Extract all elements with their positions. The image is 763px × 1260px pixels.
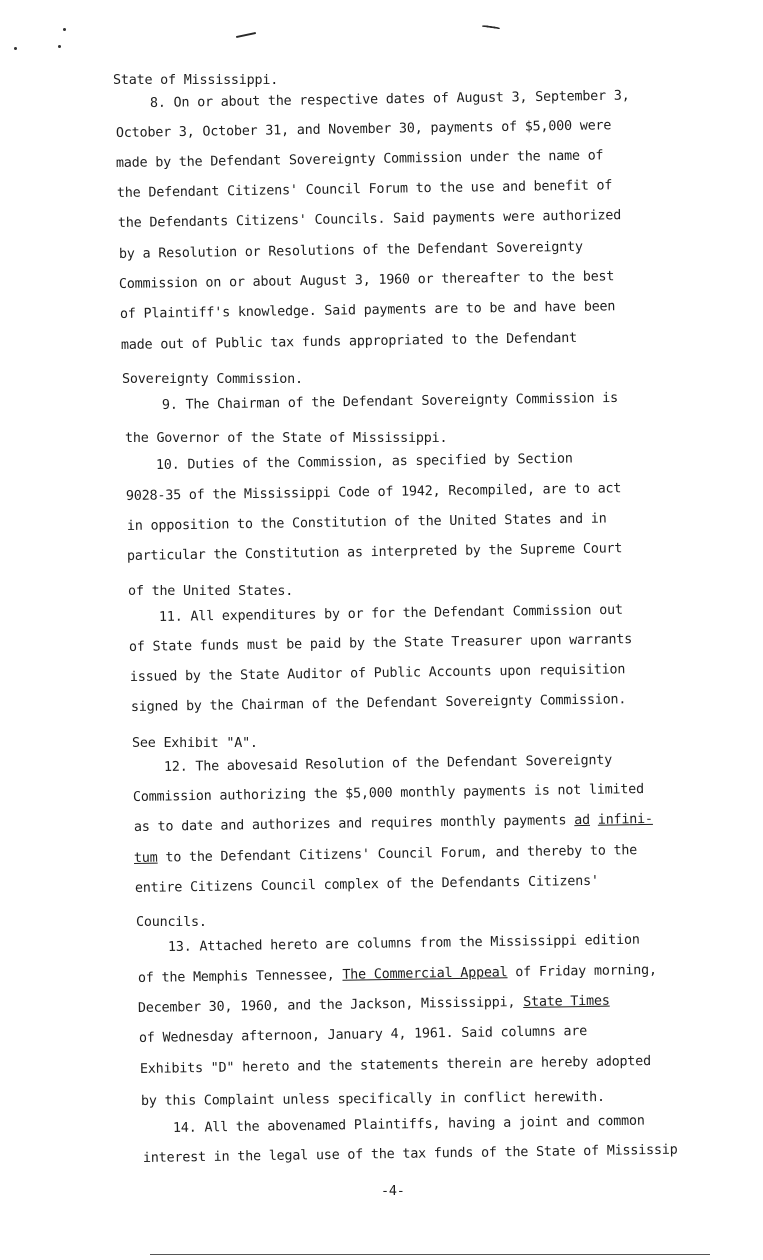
text-line: State of Mississippi. (113, 73, 279, 88)
scan-speck (63, 28, 66, 31)
text-line: by a Resolution or Resolutions of the Defendant Sovereignty (118, 239, 583, 262)
binder-mark-left (236, 32, 256, 38)
scan-speck (58, 45, 61, 48)
text-line: of Plaintiff's knowledge. Said payments are to be and have been (119, 299, 616, 322)
text-line: of the United States. (128, 584, 294, 599)
text-line: made out of Public tax funds appropriated to the Defendant (120, 330, 578, 353)
text-line: 10. Duties of the Commission, as specified by Section (155, 451, 573, 473)
text-line: of Wednesday afternoon, January 4, 1961. Said columns are (138, 1023, 588, 1046)
newspaper-title: The Commercial Appeal (342, 965, 508, 983)
text-line: Exhibits "D" hereto and the statements therein are hereby adopted (139, 1053, 652, 1077)
text-line: of State funds must be paid by the State Treasurer upon warrants (128, 632, 633, 655)
text-line-with-underline (138, 963, 657, 987)
text-line: 11. All expenditures by or for the Defendant Commission out (158, 602, 623, 625)
scan-speck (14, 47, 17, 50)
text-line: made by the Defendant Sovereignty Commission under the name of (115, 148, 604, 171)
text-line: Commission on or about August 3, 1960 or thereafter to the best (118, 269, 615, 292)
text-line: the Governor of the State of Mississippi. (125, 431, 448, 446)
text-segment: as to date and authorizes and requires monthly payments (133, 813, 575, 835)
page-number: -4- (381, 1184, 405, 1199)
text-line: 14. All the abovenamed Plaintiffs, having a joint and common (172, 1113, 645, 1136)
text-line-with-underline (134, 812, 653, 836)
underlined-phrase: tum (133, 850, 158, 866)
text-line: by this Complaint unless specifically in conflict herewith. (140, 1089, 605, 1109)
text-line: issued by the State Auditor of Public Accounts upon requisition (129, 662, 626, 685)
text-segment: December 30, 1960, and the Jackson, Mississippi, (137, 994, 524, 1016)
text-line: the Defendant Citizens' Council Forum to the use and benefit of (116, 178, 613, 201)
text-segment (590, 813, 598, 828)
text-line: See Exhibit "A". (132, 736, 258, 751)
text-line: Sovereignty Commission. (122, 372, 303, 387)
text-line: signed by the Chairman of the Defendant Sovereignty Commission. (130, 692, 627, 715)
text-line: 9028-35 of the Mississippi Code of 1942, Recompiled, are to act (125, 481, 622, 504)
text-line: Councils. (136, 915, 207, 930)
bottom-edge-line (150, 1254, 710, 1255)
text-line: 13. Attached hereto are columns from the Mississippi edition (167, 932, 640, 955)
text-line: 8. On or about the respective dates of August 3, September 3, (149, 88, 630, 111)
text-line-with-underline (134, 843, 637, 867)
text-segment: to the Defendant Citizens' Council Forum, and thereby to the (157, 843, 638, 866)
text-line: 9. The Chairman of the Defendant Sovereignty Commission is (161, 390, 619, 413)
text-line: entire Citizens Council complex of the Defendants Citizens' (134, 873, 599, 896)
text-line: 12. The abovesaid Resolution of the Defendant Sovereignty (163, 752, 613, 775)
text-segment: of the Memphis Tennessee, (137, 967, 343, 986)
text-line: the Defendants Citizens' Councils. Said payments were authorized (117, 208, 622, 231)
underlined-phrase: infini- (597, 811, 653, 828)
binder-mark-right (482, 25, 500, 29)
text-line: Commission authorizing the $5,000 monthly payments is not limited (132, 781, 645, 805)
text-line-with-underline (138, 994, 610, 1017)
text-line: particular the Constitution as interpreted by the Supreme Court (126, 541, 623, 564)
text-line: interest in the legal use of the tax funds of the State of Mississip (142, 1142, 678, 1166)
text-line: October 3, October 31, and November 30, payments of $5,000 were (115, 118, 612, 141)
text-line: in opposition to the Constitution of the United States and in (126, 511, 607, 534)
underlined-phrase: ad (574, 812, 591, 829)
text-segment: of Friday morning, (507, 962, 657, 981)
newspaper-title: State Times (523, 993, 610, 1010)
